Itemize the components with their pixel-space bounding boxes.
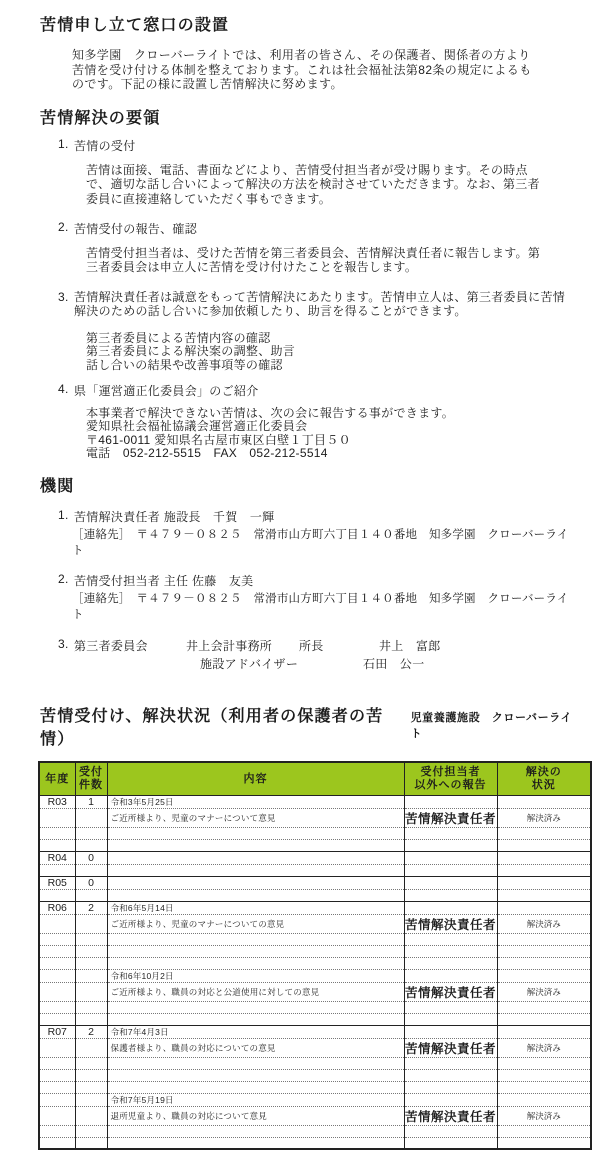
facility-name: 児童養護施設 クローバーライト	[410, 712, 573, 741]
cell-content	[107, 1137, 404, 1149]
cell-count: 2	[75, 901, 107, 914]
cell-report	[404, 1069, 497, 1081]
cell-status: 解決済み	[497, 1038, 591, 1057]
cell-status	[497, 1069, 591, 1081]
cell-content: 令和6年5月14日	[107, 901, 404, 914]
table-row	[39, 795, 591, 808]
cell-report: 苦情解決責任者	[404, 1038, 497, 1057]
cell-status: 解決済み	[497, 1106, 591, 1125]
year-block-R07	[39, 1025, 591, 1149]
body-line: 電話 052-212-5515 FAX 052-212-5514	[86, 446, 328, 461]
cell-year: R05	[39, 876, 75, 889]
table-row	[39, 827, 591, 839]
cell-status	[497, 839, 591, 851]
cell-status	[497, 957, 591, 969]
cell-count	[75, 808, 107, 827]
youryou-item-2	[40, 220, 574, 275]
cell-content	[107, 933, 404, 945]
cell-report	[404, 1013, 497, 1025]
body-line: 愛知県社会福祉協議会運営適正化委員会	[86, 419, 308, 434]
cell-count: 0	[75, 876, 107, 889]
item-number: 3.	[58, 289, 69, 304]
cell-year	[39, 933, 75, 945]
cell-count	[75, 945, 107, 957]
cell-report	[404, 851, 497, 864]
year-block-R06	[39, 901, 591, 1025]
cell-report	[404, 1025, 497, 1038]
table-row	[39, 1081, 591, 1093]
cell-year	[39, 1001, 75, 1013]
cell-status	[497, 864, 591, 876]
table-row	[39, 1093, 591, 1106]
cell-content	[107, 945, 404, 957]
cell-year	[39, 1093, 75, 1106]
responsible-person: 苦情解決責任者 施設長 千賀 一輝	[74, 510, 275, 525]
cell-report	[404, 1137, 497, 1149]
table-row	[39, 1001, 591, 1013]
cell-status	[497, 1013, 591, 1025]
table-row	[39, 1025, 591, 1038]
cell-content	[107, 889, 404, 901]
item-body: 苦情解決責任者は誠意をもって苦情解決にあたります。苦情申立人は、第三者委員に苦情解決のための話し合いに参加依頼したり、助言を得ることができます。	[74, 289, 566, 319]
cell-count	[75, 1013, 107, 1025]
cell-content: 退所児童より、職員の対応について意見	[107, 1106, 404, 1125]
year-block-R05	[39, 876, 591, 901]
contact-line: ［連絡先］ 〒４７９－０８２５ 常滑市山方町六丁目１４０番地 知多学園 クローバーライト	[72, 529, 569, 558]
cell-status: 解決済み	[497, 914, 591, 933]
cell-count	[75, 1069, 107, 1081]
cell-count: 1	[75, 795, 107, 808]
cell-status	[497, 1125, 591, 1137]
cell-content: 令和3年5月25日	[107, 795, 404, 808]
cell-report	[404, 1081, 497, 1093]
col-header-content: 内容	[107, 762, 404, 795]
cell-count	[75, 1057, 107, 1069]
cell-report	[404, 957, 497, 969]
cell-report	[404, 1001, 497, 1013]
sub-line: 第三者委員による解決案の調整、助言	[86, 344, 296, 359]
cell-count: 2	[75, 1025, 107, 1038]
col-header-report: 受付担当者 以外への報告	[404, 762, 497, 795]
cell-count: 0	[75, 851, 107, 864]
item-number: 4.	[58, 382, 69, 397]
cell-count	[75, 827, 107, 839]
cell-status	[497, 827, 591, 839]
cell-content: ご近所様より、児童のマナーについての意見	[107, 914, 404, 933]
cell-year	[39, 827, 75, 839]
cell-year	[39, 1137, 75, 1149]
cell-content: ご近所様より、児童のマナーについて意見	[107, 808, 404, 827]
cell-year	[39, 1081, 75, 1093]
table-row	[39, 1013, 591, 1025]
cell-year: R07	[39, 1025, 75, 1038]
cell-count	[75, 1137, 107, 1149]
cell-report	[404, 1057, 497, 1069]
cell-status	[497, 795, 591, 808]
cell-report	[404, 839, 497, 851]
committee-role: 所長	[299, 639, 324, 654]
cell-report	[404, 945, 497, 957]
cell-content	[107, 1069, 404, 1081]
cell-status	[497, 945, 591, 957]
col-header-count: 受付 件数	[75, 762, 107, 795]
cell-report: 苦情解決責任者	[404, 982, 497, 1001]
table-row	[39, 945, 591, 957]
cell-count	[75, 933, 107, 945]
cell-content	[107, 1057, 404, 1069]
cell-content	[107, 827, 404, 839]
section-heading-youryou: 苦情解決の要領	[40, 109, 161, 127]
page-title: 苦情申し立て窓口の設置	[40, 17, 230, 34]
cell-content	[107, 1013, 404, 1025]
item-title: 県「運営適正化委員会」のご紹介	[74, 384, 259, 399]
cell-report	[404, 827, 497, 839]
cell-status: 解決済み	[497, 982, 591, 1001]
reception-person: 苦情受付担当者 主任 佐藤 友美	[74, 574, 254, 589]
item-body-lines	[86, 407, 574, 460]
cell-status	[497, 1081, 591, 1093]
table-row	[39, 839, 591, 851]
cell-year	[39, 914, 75, 933]
cell-content	[107, 876, 404, 889]
cell-count	[75, 914, 107, 933]
table-row	[39, 914, 591, 933]
cell-year	[39, 1038, 75, 1057]
cell-year: R06	[39, 901, 75, 914]
item-number: 3.	[58, 637, 69, 652]
cell-year	[39, 864, 75, 876]
cell-status	[497, 876, 591, 889]
cell-report: 苦情解決責任者	[404, 1106, 497, 1125]
table-row	[39, 1069, 591, 1081]
cell-report	[404, 901, 497, 914]
cell-report	[404, 1125, 497, 1137]
cell-status	[497, 901, 591, 914]
committee-role: 施設アドバイザー	[200, 657, 299, 672]
cell-content: 令和6年10月2日	[107, 969, 404, 982]
cell-status	[497, 969, 591, 982]
cell-content	[107, 864, 404, 876]
table-header-row	[39, 762, 591, 795]
item-sub-lines	[86, 332, 574, 372]
cell-count	[75, 1081, 107, 1093]
cell-content	[107, 1081, 404, 1093]
cell-status	[497, 1057, 591, 1069]
committee-person: 石田 公一	[363, 657, 425, 672]
cell-year	[39, 982, 75, 1001]
item-number: 2.	[58, 219, 69, 234]
youryou-item-4	[40, 382, 574, 460]
body-line: 〒461-0011 愛知県名古屋市東区白壁１丁目５０	[86, 432, 351, 447]
cell-count	[75, 839, 107, 851]
cell-year	[39, 957, 75, 969]
table-row	[39, 889, 591, 901]
cell-count	[75, 889, 107, 901]
cell-count	[75, 1106, 107, 1125]
cell-year	[39, 889, 75, 901]
cell-report	[404, 1093, 497, 1106]
cell-report	[404, 889, 497, 901]
item-title: 苦情の受付	[74, 138, 136, 153]
table-row	[39, 1038, 591, 1057]
contact-line: ［連絡先］ 〒４７９－０８２５ 常滑市山方町六丁目１４０番地 知多学園 クローバーライト	[72, 593, 569, 622]
cell-status	[497, 889, 591, 901]
cell-content	[107, 1001, 404, 1013]
committee-person: 井上 富郎	[379, 639, 441, 654]
cell-status	[497, 851, 591, 864]
youryou-item-1	[40, 137, 574, 207]
sub-line: 話し合いの結果や改善事項等の確認	[86, 357, 283, 372]
cell-status	[497, 1137, 591, 1149]
item-title: 苦情受付の報告、確認	[74, 221, 198, 236]
table-row	[39, 864, 591, 876]
kikan-item-1	[40, 508, 574, 558]
cell-content	[107, 1125, 404, 1137]
cell-year	[39, 1057, 75, 1069]
cell-year	[39, 839, 75, 851]
table-row	[39, 901, 591, 914]
cell-year	[39, 1013, 75, 1025]
intro-paragraph: 知多学園 クローバーライトでは、利用者の皆さん、その保護者、関係者の方より苦情を受け付ける体制を整えております。これは社会福祉法第82条の規定によるものです。下記の様に設置し苦情解決に努めます。	[72, 48, 532, 92]
cell-count	[75, 864, 107, 876]
cell-count	[75, 1125, 107, 1137]
cell-report	[404, 933, 497, 945]
status-heading: 苦情受付け、解決状況（利用者の保護者の苦情）	[40, 708, 384, 749]
cell-report	[404, 795, 497, 808]
table-row	[39, 957, 591, 969]
cell-status	[497, 1025, 591, 1038]
cell-report	[404, 864, 497, 876]
cell-year	[39, 945, 75, 957]
cell-content: ご近所様より、職員の対応と公道使用に対しての意見	[107, 982, 404, 1001]
item-number: 1.	[58, 136, 69, 151]
cell-content: 保護者様より、職員の対応についての意見	[107, 1038, 404, 1057]
table-row	[39, 808, 591, 827]
year-block-R03	[39, 795, 591, 851]
item-body: 苦情受付担当者は、受けた苦情を第三者委員会、苦情解決責任者に報告します。第三者委員会は申立人に苦情を受け付けたことを報告します。	[86, 245, 541, 275]
table-row	[39, 1125, 591, 1137]
col-header-year: 年度	[39, 762, 75, 795]
col-header-status: 解決の 状況	[497, 762, 591, 795]
committee-org: 井上会計事務所	[186, 639, 273, 654]
cell-report: 苦情解決責任者	[404, 914, 497, 933]
body-line: 本事業者で解決できない苦情は、次の会に報告する事ができます。	[86, 406, 455, 421]
cell-year	[39, 1106, 75, 1125]
cell-year	[39, 969, 75, 982]
table-row	[39, 1137, 591, 1149]
cell-year	[39, 1125, 75, 1137]
sub-line: 第三者委員による苦情内容の確認	[86, 330, 271, 345]
cell-report	[404, 876, 497, 889]
table-row	[39, 851, 591, 864]
table-row	[39, 933, 591, 945]
cell-count	[75, 982, 107, 1001]
table-row	[39, 969, 591, 982]
cell-year: R04	[39, 851, 75, 864]
cell-content	[107, 839, 404, 851]
kikan-item-3	[40, 637, 574, 672]
cell-status	[497, 1093, 591, 1106]
year-block-R04	[39, 851, 591, 876]
committee-name: 第三者委員会	[74, 639, 148, 654]
cell-year: R03	[39, 795, 75, 808]
youryou-item-3	[40, 290, 574, 372]
table-row	[39, 982, 591, 1001]
cell-content	[107, 851, 404, 864]
status-section-header	[40, 703, 574, 749]
cell-content: 令和7年5月19日	[107, 1093, 404, 1106]
cell-count	[75, 957, 107, 969]
cell-status	[497, 1001, 591, 1013]
item-number: 1.	[58, 508, 69, 523]
cell-count	[75, 969, 107, 982]
item-body: 苦情は面接、電話、書面などにより、苦情受付担当者が受け賜ります。その時点で、適切な話し合いによって解決の方法を検討させていただきます。なお、第三者委員に直接連絡していただく事もできます。	[86, 162, 540, 206]
table-row	[39, 1106, 591, 1125]
cell-count	[75, 1093, 107, 1106]
item-number: 2.	[58, 572, 69, 587]
cell-content: 令和7年4月3日	[107, 1025, 404, 1038]
cell-status	[497, 933, 591, 945]
kikan-item-2	[40, 572, 574, 622]
cell-count	[75, 1038, 107, 1057]
cell-year	[39, 808, 75, 827]
table-row	[39, 1057, 591, 1069]
cell-content	[107, 957, 404, 969]
cell-count	[75, 1001, 107, 1013]
table-row	[39, 876, 591, 889]
cell-status: 解決済み	[497, 808, 591, 827]
cell-report: 苦情解決責任者	[404, 808, 497, 827]
section-heading-kikan: 機関	[40, 478, 75, 496]
cell-year	[39, 1069, 75, 1081]
cell-report	[404, 969, 497, 982]
complaint-status-table	[38, 761, 592, 1150]
